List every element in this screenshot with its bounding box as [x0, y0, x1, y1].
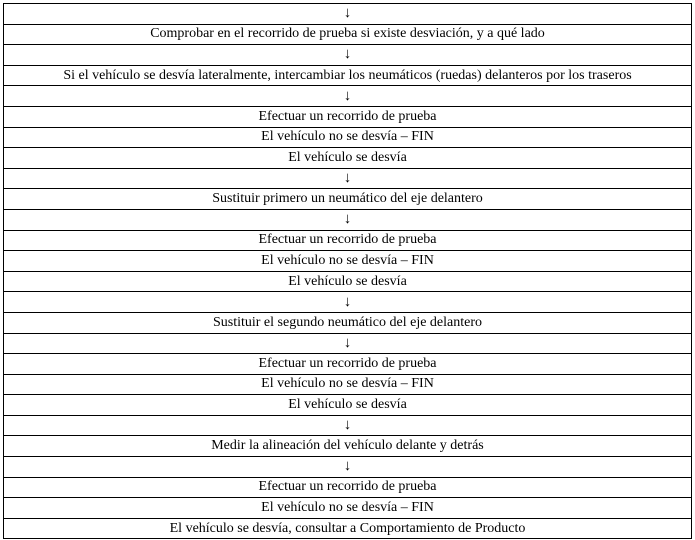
step-text: El vehículo no se desvía – FIN — [4, 127, 692, 148]
step-row — [4, 374, 692, 395]
step-row — [4, 230, 692, 251]
step-row — [4, 498, 692, 519]
step-text: El vehículo se desvía, consultar a Comportamiento de Producto — [4, 518, 692, 539]
step-text: Efectuar un recorrido de prueba — [4, 477, 692, 498]
arrow-row — [4, 415, 692, 436]
step-row — [4, 189, 692, 210]
step-row — [4, 477, 692, 498]
step-text: El vehículo se desvía — [4, 271, 692, 292]
step-row — [4, 271, 692, 292]
arrow-row — [4, 45, 692, 66]
arrow-row — [4, 4, 692, 25]
arrow-row — [4, 457, 692, 478]
step-text: Sustituir primero un neumático del eje delantero — [4, 189, 692, 210]
step-text: El vehículo no se desvía – FIN — [4, 374, 692, 395]
down-arrow-icon: ↓ — [4, 209, 692, 230]
down-arrow-icon: ↓ — [4, 45, 692, 66]
step-text: Comprobar en el recorrido de prueba si existe desviación, y a qué lado — [4, 24, 692, 45]
down-arrow-icon: ↓ — [4, 415, 692, 436]
step-text: Efectuar un recorrido de prueba — [4, 106, 692, 127]
step-row — [4, 395, 692, 416]
step-row — [4, 354, 692, 375]
step-row — [4, 251, 692, 272]
step-row — [4, 106, 692, 127]
step-text: El vehículo no se desvía – FIN — [4, 251, 692, 272]
step-row — [4, 312, 692, 333]
step-row — [4, 436, 692, 457]
step-row — [4, 518, 692, 539]
arrow-row — [4, 292, 692, 313]
arrow-row — [4, 333, 692, 354]
arrow-row — [4, 209, 692, 230]
step-row — [4, 65, 692, 86]
arrow-row — [4, 86, 692, 107]
step-text: El vehículo no se desvía – FIN — [4, 498, 692, 519]
step-text: El vehículo se desvía — [4, 148, 692, 169]
step-text: Efectuar un recorrido de prueba — [4, 354, 692, 375]
step-text: Efectuar un recorrido de prueba — [4, 230, 692, 251]
down-arrow-icon: ↓ — [4, 86, 692, 107]
step-text: Medir la alineación del vehículo delante y detrás — [4, 436, 692, 457]
arrow-row — [4, 168, 692, 189]
step-text: El vehículo se desvía — [4, 395, 692, 416]
step-row — [4, 148, 692, 169]
down-arrow-icon: ↓ — [4, 457, 692, 478]
step-row — [4, 24, 692, 45]
step-text: Si el vehículo se desvía lateralmente, intercambiar los neumáticos (ruedas) delanteros por los traseros — [4, 65, 692, 86]
flow-table — [3, 3, 692, 539]
down-arrow-icon: ↓ — [4, 333, 692, 354]
step-row — [4, 127, 692, 148]
step-text: Sustituir el segundo neumático del eje delantero — [4, 312, 692, 333]
down-arrow-icon: ↓ — [4, 292, 692, 313]
down-arrow-icon: ↓ — [4, 168, 692, 189]
down-arrow-icon: ↓ — [4, 4, 692, 25]
flow-table-body — [4, 4, 692, 539]
